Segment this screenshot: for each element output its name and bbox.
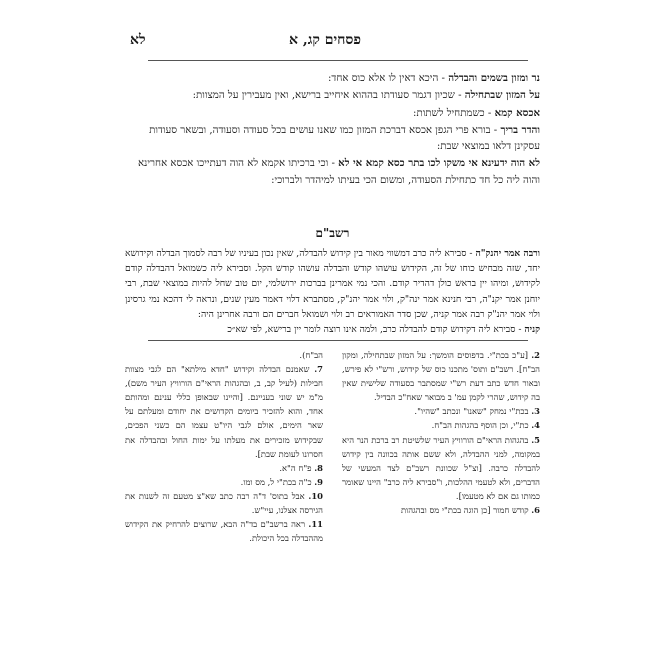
commentary-paragraph	[125, 322, 540, 337]
footnotes-left-column	[125, 348, 323, 545]
footnote-text: בהגהות הראי"ם הורוויץ העיר שלשיטת רב ברכת הנר היא במקומה, למני ההבדלה, ולא ששם אותה בכוונה בין קידוש להבדלה כרבה. [וצ"ל שכוונת רשב"ם לצד המעשי של הדברים, ולא לטעמי ההלכות, ו"סבירא ליה כרב" היינו שאומר כמותו גם אם לא מטעמו].	[342, 434, 540, 501]
footnote	[125, 461, 323, 475]
footnote-number: 5.	[531, 434, 540, 445]
footnote-text: אבל בתוס' ד"ה רבה כתב שא"צ מטעם זה לשנות את הגירסה אצלנו, עיי"ש.	[125, 490, 323, 516]
footnote-number: 6.	[531, 505, 540, 516]
main-paragraph	[125, 87, 540, 104]
footnote	[125, 362, 323, 461]
footnote-number: 4.	[531, 420, 540, 431]
commentary-lemma: ורבה אמר יהנק"ה	[475, 248, 540, 259]
footnote-text: קודש חמור [כן הוגה בכת"י מס ובהגהות	[400, 505, 529, 516]
commentary-paragraph	[125, 246, 540, 322]
footnote	[342, 348, 540, 404]
main-lemma: נר ומזון בשמים והבדלה	[448, 72, 540, 84]
footnote-text: הב"ח).	[299, 350, 323, 360]
main-paragraph	[125, 122, 540, 156]
footnote-text: [ע"כ בכת"י. בדפוסים הומשך: על המזון שבתחילה, ומקון הב"ח]. רשב"ם ותוס' מתכנו כוס של קידוש, ורש"י לא פירש, ובאור חדש כתב דעת רש"י שמסתבר בסעודה שלישית שאין בה קידוש, שהרי לקמן עמ' ב מבואר שאח"כ הבדיל.	[342, 350, 540, 403]
footnote-text: בכת"י נמחק "שאנו" ונכתב "שהיו".	[414, 406, 529, 417]
footnotes-right-column	[342, 348, 540, 517]
footnote-number: 2.	[531, 350, 540, 360]
footnote-divider	[148, 340, 528, 341]
footnote	[342, 418, 540, 432]
main-gloss: - כשמתחיל לשתות:	[413, 107, 495, 119]
footnote	[125, 517, 323, 545]
footnote-text: ראה ברשב"ם בד"ה הבא, שרוצים להרחיק את הקידוש מההבדלה בכל היכולת.	[125, 519, 323, 544]
footnote	[342, 404, 540, 418]
footnote-number: 7.	[314, 364, 323, 375]
main-lemma: והדר בריך	[500, 123, 540, 136]
page-header	[130, 32, 520, 56]
footnote-text: כת"י, וכן הוסף בהגהות הב"ח.	[431, 420, 529, 431]
footnote	[125, 489, 323, 517]
main-paragraph	[125, 155, 540, 189]
rashbam-commentary	[125, 246, 540, 337]
footnote	[125, 475, 323, 489]
footnote	[342, 503, 540, 517]
footnote-text: פ"ח ה"א.	[279, 462, 312, 473]
footnote-number: 8.	[314, 462, 323, 473]
main-lemma: לא הוה ידעינא אי משקו לכו בתר כסא קמא אי לא	[338, 157, 540, 170]
page-number: לא	[130, 32, 146, 48]
main-lemma: אכסא קמא	[494, 106, 540, 119]
main-gloss: - בורא פרי הגפן אכסא דברכת המזון כמו שאנו עושים בכל סעודה וסעודה, ובשאר סעודות עסקינן דלאו במוצאי שבת:	[149, 124, 540, 153]
commentary-text: - סבירא ליה דקידוש קודם להבדלה כרב, ולמה אינו רוצה לומר יין ברישא, לפי שא״כ	[227, 324, 525, 336]
footnote-number: 10.	[308, 490, 323, 501]
footnote-number: 9.	[314, 476, 323, 487]
footnote	[125, 348, 323, 362]
main-gloss: - היכא דאין לו אלא כוס אחד:	[328, 73, 449, 84]
main-gloss: - וכי ברכיתו אקמא לא הוה דעתייכו אכסא אחרינא והוה ליה כל חד כתחילת הסעודה, ומשום הכי בעיתו למיהדר ולברוכי:	[137, 158, 540, 186]
footnote-number: 3.	[531, 406, 540, 417]
footnotes	[125, 348, 540, 598]
main-text	[125, 70, 540, 189]
main-paragraph	[125, 105, 540, 122]
page-title: פסחים קג, א	[289, 32, 361, 48]
rashbam-heading: רשב"ם	[315, 226, 350, 240]
commentary-text: - סבירא ליה כרב דמשווי מאור בין קידוש להבדלה, שאין נכון בעיניו של רבה לסמוך הבדלה וקידושא יחד, שזה מבחיש כוחו של זה, הקידוש עושהו קודש והבדלה עושהו קודש הקל. וסבירא ליה כשמואל דהבדלה קודם לקידוש, ומיהו יין בראש כולן דהדיר קודם. והכי נמי אמרינן בברכות ירושלמי, יום טוב שחל להיות במוצאי שבת, רבי יוחנן אמר יקנ"ה, רבי חנינא אמר ינה"ק, ולוי אמר יהנ"ק, מסתברא דלוי דאמר מעין שנים, ונראה לי דהכא נמי גרסינן ולוי אמר יהנ"ק רבה אמר קניה, שכן סדר האמוראים רב ולוי ושמואל חברים הם ורבה אחרינן היה:	[125, 248, 540, 320]
footnote-text: כ"ה בכת"י ל, מס ומו.	[240, 476, 312, 487]
main-gloss: - שכיון דגמר סעודתו בההוא איחייב ברישא, ואין מעבירין על המצוות:	[192, 90, 465, 102]
header-divider	[148, 60, 528, 61]
commentary-lemma: קניה	[524, 324, 540, 336]
main-paragraph	[125, 70, 540, 87]
footnote-number: 11.	[308, 519, 323, 530]
footnote	[342, 433, 540, 503]
main-lemma: על המזון שבתחילה	[464, 89, 540, 102]
footnote-text: שאמנם הבדלה וקידוש "חדא מילתא" הם לגבי מצוות חבילות (לעיל קב, ב, ובהגהות הראי"ם הורוויץ העיר משם), מ"מ יש שוני בעניינם. [והיינו שבאופן כללי ענינם ומהותם אחד, והוא להזכיר ביומים הקדושים את יחודם ומעלתם על שאר הימים, אולם לגבי היו"ט עצמו הם כשני הפכים, שבקידוש מזכירים את מעלתו על ימות החול ובהבדלה את חסרונו לעומת שבת].	[125, 364, 323, 459]
